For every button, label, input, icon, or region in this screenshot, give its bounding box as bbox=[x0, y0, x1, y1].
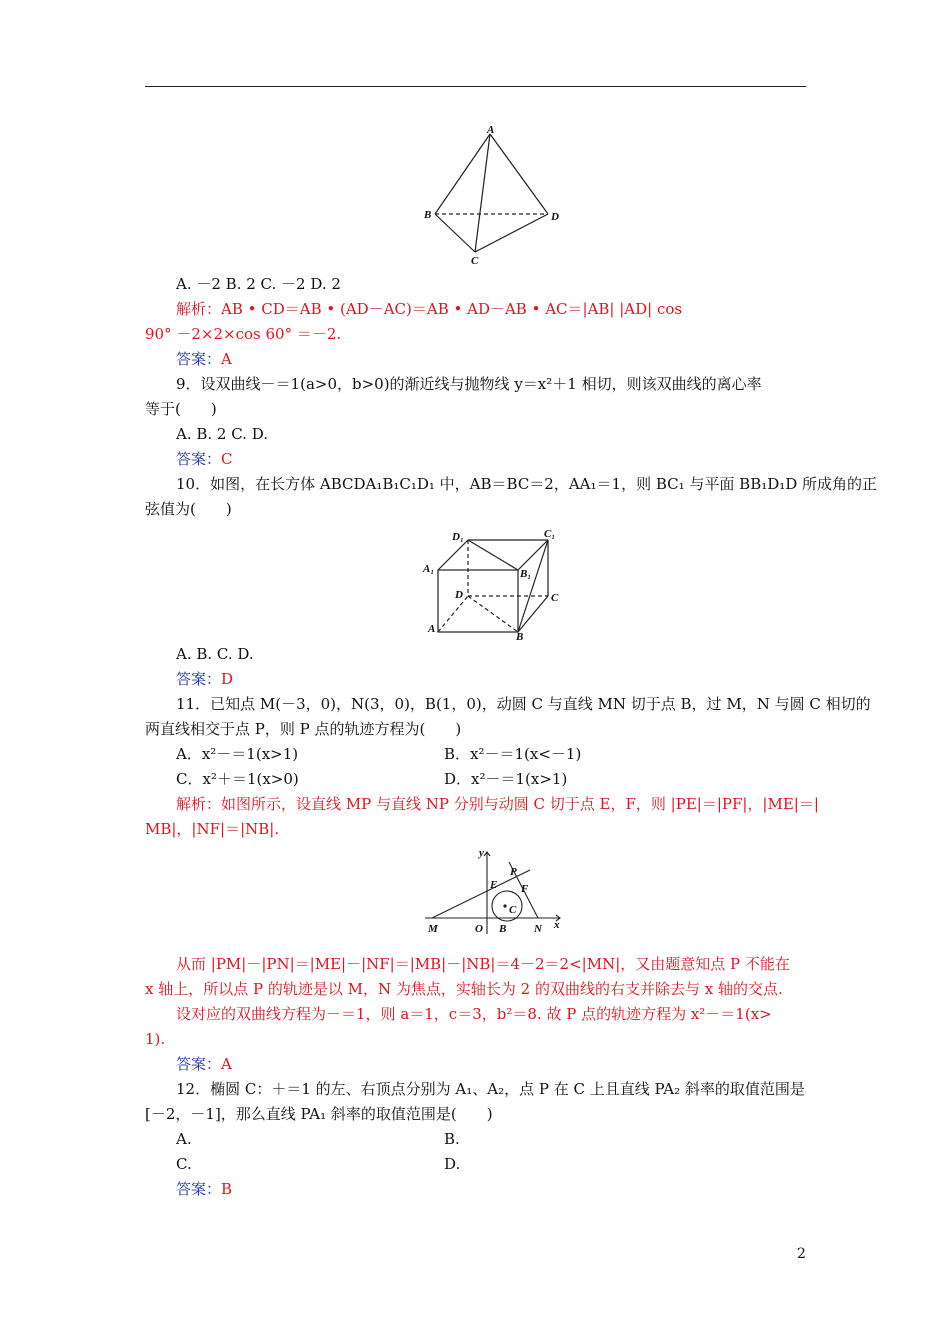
q11-option-a: A．x²－＝1(x>1) bbox=[176, 745, 299, 763]
answer-value: D bbox=[221, 670, 234, 688]
q11-jiexi-cont: MB|，|NF|＝|NB|. bbox=[145, 820, 280, 838]
answer-label: 答案： bbox=[176, 450, 222, 468]
vertex-label-c1: C₁ bbox=[544, 528, 556, 540]
q11-option-b: B．x²－＝1(x<－1) bbox=[444, 745, 582, 763]
q9-answer bbox=[176, 449, 846, 469]
q11-jiexi-4: x 轴上，所以点 P 的轨迹是以 M，N 为焦点，实轴长为 2 的双曲线的右支并除去与 x 轴的交点. bbox=[145, 980, 783, 998]
point-label-m: M bbox=[428, 923, 438, 935]
point-label-o: O bbox=[475, 923, 483, 935]
vertex-label-c: C bbox=[551, 592, 559, 604]
answer-label: 答案： bbox=[176, 1055, 222, 1073]
vertex-label-a1: A₁ bbox=[423, 563, 435, 575]
q10-options: A. B. C. D. bbox=[176, 645, 254, 663]
cuboid-figure bbox=[420, 526, 570, 641]
q8-options: A. －2 B. 2 C. －2 D. 2 bbox=[176, 275, 341, 293]
q11-jiexi-text: 如图所示，设直线 MP 与直线 NP 分别与动圆 C 切于点 E，F，则 |PE|＝|PF|，|ME|＝| bbox=[221, 795, 819, 813]
q12-option-a: A. bbox=[176, 1130, 192, 1148]
vertex-label-b: B bbox=[424, 209, 432, 221]
axis-label-y: y bbox=[479, 847, 484, 859]
q9-stem: 9．设双曲线－＝1(a>0，b>0)的渐近线与抛物线 y＝x²＋1 相切，则该双曲线的离心率 bbox=[176, 375, 762, 393]
answer-value: A bbox=[221, 1055, 232, 1073]
tetrahedron-figure bbox=[420, 124, 560, 264]
q11-stem: 11．已知点 M(－3，0)，N(3，0)，B(1，0)，动圆 C 与直线 MN 切于点 B，过 M，N 与圆 C 相切的 bbox=[176, 695, 871, 713]
point-label-p: P bbox=[510, 866, 517, 878]
q12-option-b: B. bbox=[444, 1130, 460, 1148]
answer-value: A bbox=[221, 350, 232, 368]
q11-stem-cont: 两直线相交于点 P，则 P 点的轨迹方程为( ) bbox=[145, 720, 462, 738]
q12-answer bbox=[176, 1179, 846, 1199]
q10-answer bbox=[176, 669, 846, 689]
jiexi-label: 解析： bbox=[176, 795, 222, 813]
q8-answer bbox=[176, 349, 846, 369]
q9-options: A. B. 2 C. D. bbox=[176, 425, 268, 443]
q10-stem-cont: 弦值为( ) bbox=[145, 500, 232, 518]
answer-value: C bbox=[221, 450, 233, 468]
answer-value: B bbox=[221, 1180, 233, 1198]
point-label-f: F bbox=[521, 883, 529, 895]
vertex-label-c: C bbox=[471, 255, 479, 264]
q11-option-d: D．x²－＝1(x>1) bbox=[444, 770, 568, 788]
q10-stem: 10．如图，在长方体 ABCDA₁B₁C₁D₁ 中，AB＝BC＝2，AA₁＝1，则 BC₁ 与平面 BB₁D₁D 所成角的正 bbox=[176, 475, 878, 493]
q8-jiexi-cont: 90° －2×2×cos 60° ＝－2. bbox=[145, 325, 342, 343]
q11-jiexi-5: 设对应的双曲线方程为－＝1，则 a＝1，c＝3，b²＝8. 故 P 点的轨迹方程为 x²－＝1(x> bbox=[176, 1005, 772, 1023]
vertex-label-b: B bbox=[516, 631, 524, 641]
q12-option-c: C. bbox=[176, 1155, 192, 1173]
point-label-n: N bbox=[534, 923, 542, 935]
answer-label: 答案： bbox=[176, 1180, 222, 1198]
vertex-label-d1: D₁ bbox=[452, 531, 464, 543]
answer-label: 答案： bbox=[176, 670, 222, 688]
vertex-label-d: D bbox=[551, 211, 559, 223]
q9-stem-cont: 等于( ) bbox=[145, 400, 217, 418]
axis-label-x: x bbox=[554, 919, 560, 931]
q12-stem-cont: [－2，－1]，那么直线 PA₁ 斜率的取值范围是( ) bbox=[145, 1105, 493, 1123]
point-label-b: B bbox=[499, 923, 507, 935]
vertex-label-b1: B₁ bbox=[520, 568, 532, 580]
vertex-label-a: A bbox=[428, 623, 436, 635]
page-number: 2 bbox=[797, 1246, 806, 1262]
tangent-circle-figure bbox=[420, 846, 570, 936]
point-label-e: E bbox=[490, 879, 498, 891]
answer-label: 答案： bbox=[176, 350, 222, 368]
jiexi-label: 解析： bbox=[176, 300, 222, 318]
q11-answer bbox=[176, 1054, 846, 1074]
point-label-c: C bbox=[509, 904, 517, 916]
q11-jiexi bbox=[176, 794, 846, 814]
header-rule bbox=[145, 86, 806, 87]
q11-jiexi-3: 从而 |PM|－|PN|＝|ME|－|NF|＝|MB|－|NB|＝4－2＝2<|MN|，又由题意知点 P 不能在 bbox=[176, 955, 790, 973]
q8-jiexi bbox=[176, 299, 846, 319]
q12-stem: 12．椭圆 C：＋＝1 的左、右顶点分别为 A₁、A₂，点 P 在 C 上且直线 PA₂ 斜率的取值范围是 bbox=[176, 1080, 805, 1098]
q11-jiexi-6: 1). bbox=[145, 1030, 166, 1048]
q11-option-c: C．x²＋＝1(x>0) bbox=[176, 770, 299, 788]
q12-option-d: D. bbox=[444, 1155, 461, 1173]
vertex-label-d: D bbox=[455, 589, 463, 601]
vertex-label-a: A bbox=[487, 124, 495, 136]
q8-jiexi-text: AB • CD＝AB • (AD－AC)＝AB • AD－AB • AC＝|AB| |AD| cos bbox=[221, 300, 683, 318]
